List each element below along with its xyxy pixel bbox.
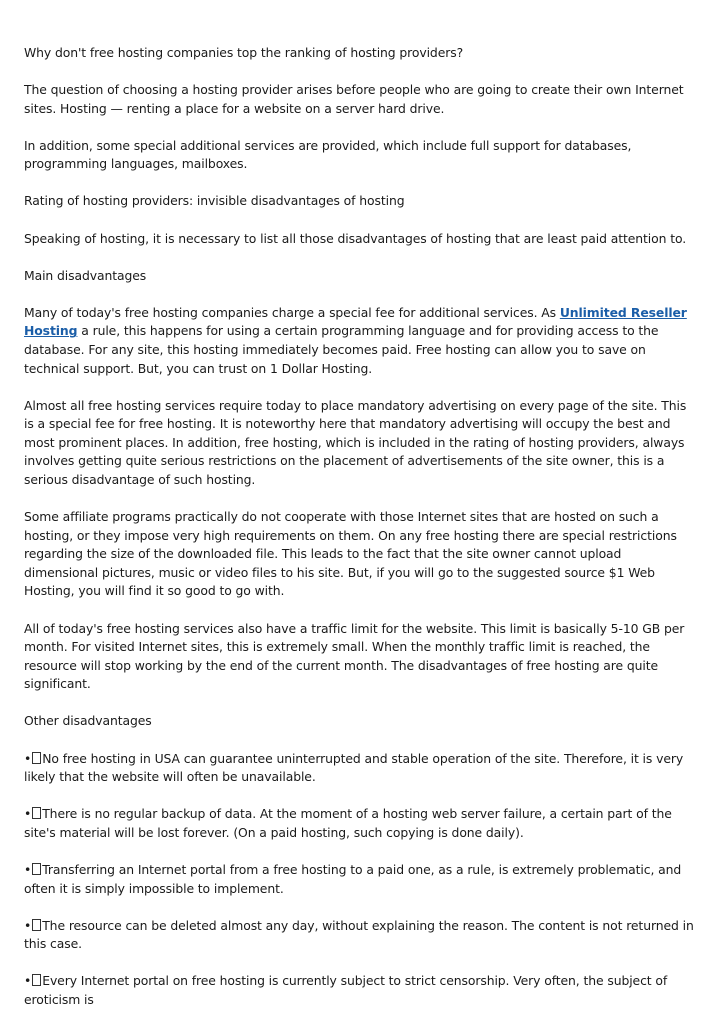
paragraph-text: a rule, this happens for using a certain programming language and for providing access to the database. For any site, this hosting immediately becomes paid. Free hosting can allow you to save on technical support. But, you can trust on 1 Dollar Hosting. — [24, 323, 659, 376]
missing-glyph-icon — [32, 919, 41, 931]
unlimited-reseller-hosting-link[interactable]: Unlimited Reseller Hosting — [24, 304, 687, 339]
list-item-text: an Internet portal from a free hosting to a paid one, as a rule, is extremely problematic, and often it is simply impossible to implement. — [24, 861, 682, 896]
list-item — [24, 805, 696, 842]
paragraph — [24, 304, 696, 378]
article-title: Why don't free hosting companies top the ranking of hosting providers? — [24, 45, 464, 60]
list-item-lead: No — [42, 750, 59, 766]
missing-glyph-icon — [32, 974, 41, 986]
paragraph: All of today's free hosting services also have a traffic limit for the website. This limit is basically 5-10 GB per month. For visited Internet sites, this is extremely small. When the monthly traffic limit is reached, the resource will stop working by the end of the current month. The disadvantages of free hosting are quite significant. — [24, 620, 685, 692]
paragraph: In addition, some special additional services are provided, which include full support for databases, programming languages, mailboxes. — [24, 137, 632, 172]
section-heading: Rating of hosting providers: invisible disadvantages of hosting — [24, 193, 405, 209]
missing-glyph-icon — [32, 863, 41, 875]
paragraph: The question of choosing a hosting provider arises before people who are going to create their own Internet sites. Hosting — renting a place for a website on a server hard drive. — [24, 82, 684, 116]
list-item-lead: There — [42, 806, 78, 822]
bullet-icon: • — [24, 973, 32, 989]
list-item-lead: The — [42, 917, 65, 933]
list-item-text: is no regular backup of data. At the moment of a hosting web server failure, a certain part of the site's material will be lost forever. (On a paid hosting, such copying is done daily). — [24, 806, 672, 840]
paragraph: Speaking of hosting, it is necessary to list all those disadvantages of hosting that are least paid attention to. — [24, 230, 687, 246]
list-item-lead: Every — [42, 973, 77, 989]
list-item-lead: Transferring — [42, 861, 115, 877]
section-heading: Other disadvantages — [24, 713, 152, 729]
list-item-text: Internet portal on free hosting is currently subject to strict censorship. Very often, the subject of eroticism is — [24, 973, 668, 1007]
paragraph: Some affiliate programs practically do not cooperate with those Internet sites that are hosted on such a hosting, or they impose very high requirements on them. On any free hosting there are special restrictions regarding the size of the downloaded file. This leads to the fact that the site owner cannot upload dimensional pictures, music or video files to his site. But, if you will go to the suggested source $1 Web Hosting, you will find it so good to go with. — [24, 509, 677, 599]
missing-glyph-icon — [32, 752, 41, 764]
list-item-text: resource can be deleted almost any day, without explaining the reason. The content is not returned in this case. — [24, 917, 694, 952]
list-item-text: free hosting in USA can guarantee uninterrupted and stable operation of the site. Therefore, it is very likely that the website will often be unavailable. — [24, 750, 684, 785]
paragraph-text: Many of today's free hosting companies charge a special fee for additional services. As — [24, 304, 560, 320]
list-item — [24, 972, 696, 1009]
list-item — [24, 917, 696, 954]
paragraph: Almost all free hosting services require today to place mandatory advertising on every page of the site. This is a special fee for free hosting. It is noteworthy here that mandatory advertising will occupy the best and most prominent places. In addition, free hosting, which is included in the rating of hosting providers, always involves getting quite serious restrictions on the placement of advertisements of the site owner, this is a serious disadvantage of such hosting. — [24, 397, 687, 487]
list-item — [24, 750, 696, 787]
article-body — [24, 44, 696, 1028]
bullet-icon: • — [24, 750, 32, 766]
bullet-icon: • — [24, 917, 32, 933]
bullet-icon: • — [24, 861, 32, 877]
list-item — [24, 861, 696, 898]
section-heading: Main disadvantages — [24, 267, 147, 283]
missing-glyph-icon — [32, 807, 41, 819]
bullet-icon: • — [24, 806, 32, 822]
